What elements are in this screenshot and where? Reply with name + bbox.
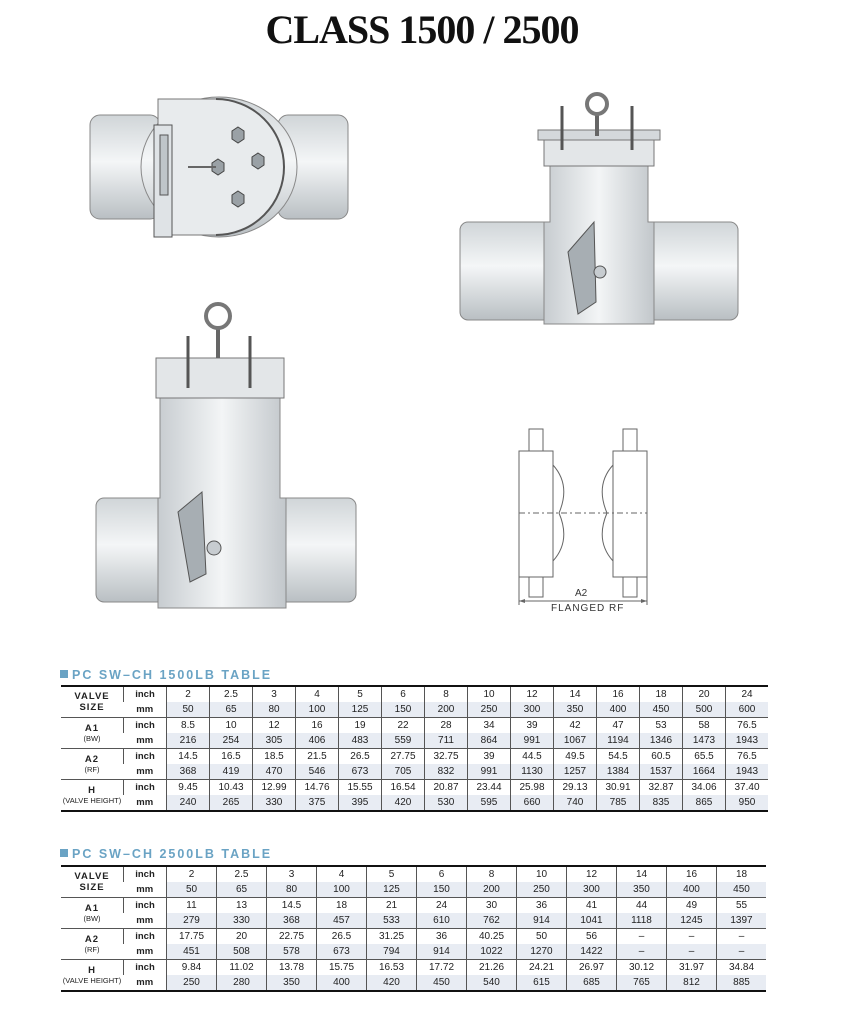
- table-cell: 419: [210, 764, 253, 780]
- unit-cell: inch: [124, 780, 167, 796]
- table-cell: 16: [296, 718, 339, 734]
- table-cell: 11: [167, 898, 217, 914]
- table-cell: 56: [567, 929, 617, 945]
- table-2500-title: PC SW–CH 2500LB TABLE: [60, 847, 272, 861]
- table-cell: 420: [382, 795, 425, 811]
- table-cell: 14: [554, 686, 597, 702]
- table-cell: 254: [210, 733, 253, 749]
- table-cell: 8: [467, 866, 517, 882]
- unit-cell: mm: [136, 735, 154, 746]
- table-cell: 885: [717, 975, 767, 991]
- table-cell: 28: [425, 718, 468, 734]
- table-cell: 1041: [567, 913, 617, 929]
- table-cell: 25.98: [511, 780, 554, 796]
- table-cell: 32.75: [425, 749, 468, 765]
- table-cell: 1664: [683, 764, 726, 780]
- table-cell: 30: [467, 898, 517, 914]
- table-cell: 711: [425, 733, 468, 749]
- table-cell: 19: [339, 718, 382, 734]
- unit-cell: mm: [136, 946, 154, 957]
- table-cell: 9.84: [167, 960, 217, 976]
- table-cell: 762: [467, 913, 517, 929]
- table-cell: 10: [468, 686, 511, 702]
- table-cell: 400: [317, 975, 367, 991]
- row-label: VALVE SIZE: [74, 691, 110, 713]
- table-cell: 740: [554, 795, 597, 811]
- table-cell: 865: [683, 795, 726, 811]
- table-cell: 20: [683, 686, 726, 702]
- table-cell: 34.06: [683, 780, 726, 796]
- table-row: [61, 944, 766, 960]
- valve-side-view-figure: [458, 92, 740, 342]
- table-cell: 65.5: [683, 749, 726, 765]
- table-cell: 80: [253, 702, 296, 718]
- table-row: [61, 795, 768, 811]
- table-cell: 44: [617, 898, 667, 914]
- table-cell: 375: [296, 795, 339, 811]
- table-cell: 2.5: [210, 686, 253, 702]
- table-cell: 76.5: [726, 718, 769, 734]
- table-row: [61, 913, 766, 929]
- unit-cell: inch: [124, 749, 167, 765]
- table-cell: 14.5: [267, 898, 317, 914]
- table-cell: 1257: [554, 764, 597, 780]
- table-cell: 470: [253, 764, 296, 780]
- table-cell: 2.5: [217, 866, 267, 882]
- table-cell: 914: [517, 913, 567, 929]
- table-row: [61, 960, 766, 976]
- table-cell: 457: [317, 913, 367, 929]
- table-cell: 615: [517, 975, 567, 991]
- table-cell: 200: [467, 882, 517, 898]
- table-cell: 200: [425, 702, 468, 718]
- table-cell: 18: [717, 866, 767, 882]
- table-cell: 26.5: [317, 929, 367, 945]
- table-cell: 305: [253, 733, 296, 749]
- table-cell: 31.25: [367, 929, 417, 945]
- table-cell: 50: [167, 702, 210, 718]
- table-cell: 42: [554, 718, 597, 734]
- table-cell: 1130: [511, 764, 554, 780]
- table-cell: 37.40: [726, 780, 769, 796]
- table-cell: 34: [468, 718, 511, 734]
- row-label: A1 (BW): [61, 898, 124, 929]
- table-cell: 794: [367, 944, 417, 960]
- table-row: [61, 764, 768, 780]
- table-cell: 60.5: [640, 749, 683, 765]
- table-cell: 20.87: [425, 780, 468, 796]
- unit-cell: mm: [136, 766, 154, 777]
- table-cell: 17.72: [417, 960, 467, 976]
- table-cell: 368: [267, 913, 317, 929]
- table-cell: 406: [296, 733, 339, 749]
- table-cell: 50: [517, 929, 567, 945]
- table-cell: 1473: [683, 733, 726, 749]
- table-cell: 395: [339, 795, 382, 811]
- table-cell: –: [667, 929, 717, 945]
- table-cell: 1943: [726, 733, 769, 749]
- table-cell: 10: [517, 866, 567, 882]
- table-cell: 23.44: [468, 780, 511, 796]
- table-cell: 508: [217, 944, 267, 960]
- dimension-label-a2: A2: [575, 588, 588, 599]
- table-cell: 685: [567, 975, 617, 991]
- unit-cell: mm: [136, 704, 154, 715]
- table-cell: 53: [640, 718, 683, 734]
- table-cell: 8.5: [167, 718, 210, 734]
- flanged-rf-caption: FLANGED RF: [551, 603, 625, 614]
- table-cell: 673: [317, 944, 367, 960]
- table-cell: 24: [726, 686, 769, 702]
- table-cell: 250: [517, 882, 567, 898]
- table-cell: 1397: [717, 913, 767, 929]
- table-cell: 21.5: [296, 749, 339, 765]
- unit-cell: mm: [136, 884, 154, 895]
- table-cell: 5: [339, 686, 382, 702]
- table-cell: –: [667, 944, 717, 960]
- table-cell: 14: [617, 866, 667, 882]
- table-cell: 610: [417, 913, 467, 929]
- table-cell: 3: [253, 686, 296, 702]
- table-cell: 660: [511, 795, 554, 811]
- table-cell: 330: [253, 795, 296, 811]
- table-row: [61, 686, 768, 702]
- table-cell: 785: [597, 795, 640, 811]
- table-cell: –: [717, 944, 767, 960]
- table-cell: 26.5: [339, 749, 382, 765]
- table-cell: 65: [217, 882, 267, 898]
- table-row: [61, 866, 766, 882]
- table-row: [61, 975, 766, 991]
- table-row: [61, 882, 766, 898]
- table-cell: 49.5: [554, 749, 597, 765]
- table-cell: 400: [597, 702, 640, 718]
- table-cell: 9.45: [167, 780, 210, 796]
- table-cell: 533: [367, 913, 417, 929]
- unit-cell: inch: [124, 686, 167, 702]
- table-cell: 80: [267, 882, 317, 898]
- spec-table-2500lb: [61, 865, 766, 992]
- table-cell: 30.12: [617, 960, 667, 976]
- row-label: H (VALVE HEIGHT): [61, 780, 124, 812]
- table-cell: 12: [567, 866, 617, 882]
- table-cell: 16.5: [210, 749, 253, 765]
- table-cell: 2: [167, 866, 217, 882]
- unit-cell: mm: [136, 977, 154, 988]
- table-cell: 13.78: [267, 960, 317, 976]
- table-cell: 991: [511, 733, 554, 749]
- table-cell: 8: [425, 686, 468, 702]
- spec-table-1500lb: [61, 685, 768, 812]
- table-cell: 50: [167, 882, 217, 898]
- table-cell: 150: [382, 702, 425, 718]
- table-row: [61, 780, 768, 796]
- flanged-rf-diagram: [515, 425, 655, 615]
- table-cell: 250: [468, 702, 511, 718]
- table-cell: 330: [217, 913, 267, 929]
- table-cell: 18: [317, 898, 367, 914]
- table-cell: 350: [617, 882, 667, 898]
- table-cell: 450: [640, 702, 683, 718]
- table-cell: 24: [417, 898, 467, 914]
- table-cell: 559: [382, 733, 425, 749]
- table-cell: 1194: [597, 733, 640, 749]
- table-cell: 150: [417, 882, 467, 898]
- valve-section-view-figure: [94, 298, 358, 620]
- row-label: VALVE SIZE: [74, 871, 110, 893]
- table-cell: 540: [467, 975, 517, 991]
- unit-cell: inch: [124, 929, 167, 945]
- table-cell: 991: [468, 764, 511, 780]
- table-cell: 12.99: [253, 780, 296, 796]
- unit-cell: inch: [124, 898, 167, 914]
- table-cell: 13: [217, 898, 267, 914]
- table-cell: 22: [382, 718, 425, 734]
- table-cell: 100: [317, 882, 367, 898]
- table-cell: 16.53: [367, 960, 417, 976]
- unit-cell: inch: [124, 960, 167, 976]
- table-cell: 29.13: [554, 780, 597, 796]
- table-cell: 39: [511, 718, 554, 734]
- table-cell: 832: [425, 764, 468, 780]
- table-cell: 15.55: [339, 780, 382, 796]
- table-cell: 450: [717, 882, 767, 898]
- table-cell: 368: [167, 764, 210, 780]
- table-cell: 3: [267, 866, 317, 882]
- table-1500-title: PC SW–CH 1500LB TABLE: [60, 668, 272, 682]
- table-cell: 12: [253, 718, 296, 734]
- table-cell: 32.87: [640, 780, 683, 796]
- table-cell: 350: [554, 702, 597, 718]
- table-cell: 1022: [467, 944, 517, 960]
- table-cell: 12: [511, 686, 554, 702]
- table-cell: 530: [425, 795, 468, 811]
- table-row: [61, 749, 768, 765]
- table-cell: 36: [517, 898, 567, 914]
- table-cell: 6: [417, 866, 467, 882]
- table-cell: 31.97: [667, 960, 717, 976]
- table-cell: 30.91: [597, 780, 640, 796]
- table-cell: 1943: [726, 764, 769, 780]
- valve-top-view-figure: [88, 95, 350, 245]
- table-cell: 4: [296, 686, 339, 702]
- table-row: [61, 718, 768, 734]
- table-cell: 6: [382, 686, 425, 702]
- table-cell: 22.75: [267, 929, 317, 945]
- table-cell: 65: [210, 702, 253, 718]
- table-cell: 15.75: [317, 960, 367, 976]
- table-cell: 300: [511, 702, 554, 718]
- table-cell: 49: [667, 898, 717, 914]
- table-cell: 18.5: [253, 749, 296, 765]
- table-cell: 835: [640, 795, 683, 811]
- table-cell: 279: [167, 913, 217, 929]
- unit-cell: mm: [136, 915, 154, 926]
- table-cell: 864: [468, 733, 511, 749]
- table-cell: 125: [339, 702, 382, 718]
- table-cell: 578: [267, 944, 317, 960]
- table-cell: 16: [667, 866, 717, 882]
- table-cell: 24.21: [517, 960, 567, 976]
- table-cell: 216: [167, 733, 210, 749]
- table-cell: 10: [210, 718, 253, 734]
- table-cell: 10.43: [210, 780, 253, 796]
- table-cell: 17.75: [167, 929, 217, 945]
- table-cell: 1384: [597, 764, 640, 780]
- unit-cell: inch: [124, 718, 167, 734]
- page-title: CLASS 1500 / 2500: [265, 7, 579, 52]
- unit-cell: mm: [136, 797, 154, 808]
- table-cell: 240: [167, 795, 210, 811]
- table-cell: 500: [683, 702, 726, 718]
- table-cell: 673: [339, 764, 382, 780]
- table-cell: 450: [417, 975, 467, 991]
- table-cell: 1245: [667, 913, 717, 929]
- table-cell: 1346: [640, 733, 683, 749]
- table-cell: 58: [683, 718, 726, 734]
- table-cell: –: [617, 929, 667, 945]
- table-cell: 26.97: [567, 960, 617, 976]
- row-label: H (VALVE HEIGHT): [61, 960, 124, 992]
- table-cell: 20: [217, 929, 267, 945]
- table-cell: –: [617, 944, 667, 960]
- table-cell: 54.5: [597, 749, 640, 765]
- table-cell: 300: [567, 882, 617, 898]
- table-row: [61, 898, 766, 914]
- table-cell: 765: [617, 975, 667, 991]
- table-cell: –: [717, 929, 767, 945]
- table-cell: 18: [640, 686, 683, 702]
- table-cell: 11.02: [217, 960, 267, 976]
- table-cell: 812: [667, 975, 717, 991]
- table-cell: 27.75: [382, 749, 425, 765]
- table-cell: 47: [597, 718, 640, 734]
- table-cell: 250: [167, 975, 217, 991]
- table-cell: 4: [317, 866, 367, 882]
- table-cell: 34.84: [717, 960, 767, 976]
- table-cell: 36: [417, 929, 467, 945]
- table-cell: 546: [296, 764, 339, 780]
- row-label: A1 (BW): [61, 718, 124, 749]
- table-row: [61, 929, 766, 945]
- table-cell: 1270: [517, 944, 567, 960]
- bullet-square-icon: [60, 849, 68, 857]
- table-cell: 41: [567, 898, 617, 914]
- bullet-square-icon: [60, 670, 68, 678]
- table-cell: 265: [210, 795, 253, 811]
- table-cell: 451: [167, 944, 217, 960]
- table-cell: 100: [296, 702, 339, 718]
- table-cell: 400: [667, 882, 717, 898]
- table-cell: 1118: [617, 913, 667, 929]
- table-cell: 14.76: [296, 780, 339, 796]
- table-cell: 280: [217, 975, 267, 991]
- table-cell: 1537: [640, 764, 683, 780]
- table-cell: 39: [468, 749, 511, 765]
- table-cell: 16.54: [382, 780, 425, 796]
- table-cell: 595: [468, 795, 511, 811]
- table-cell: 21.26: [467, 960, 517, 976]
- table-row: [61, 702, 768, 718]
- table-cell: 420: [367, 975, 417, 991]
- table-cell: 600: [726, 702, 769, 718]
- table-cell: 950: [726, 795, 769, 811]
- table-cell: 16: [597, 686, 640, 702]
- table-cell: 2: [167, 686, 210, 702]
- table-row: [61, 733, 768, 749]
- table-cell: 76.5: [726, 749, 769, 765]
- table-cell: 40.25: [467, 929, 517, 945]
- table-cell: 14.5: [167, 749, 210, 765]
- table-cell: 55: [717, 898, 767, 914]
- table-cell: 705: [382, 764, 425, 780]
- table-cell: 21: [367, 898, 417, 914]
- table-cell: 44.5: [511, 749, 554, 765]
- row-label: A2 (RF): [61, 749, 124, 780]
- table-cell: 350: [267, 975, 317, 991]
- table-cell: 5: [367, 866, 417, 882]
- unit-cell: inch: [124, 866, 167, 882]
- table-cell: 1067: [554, 733, 597, 749]
- table-cell: 914: [417, 944, 467, 960]
- table-cell: 483: [339, 733, 382, 749]
- table-cell: 125: [367, 882, 417, 898]
- table-cell: 1422: [567, 944, 617, 960]
- row-label: A2 (RF): [61, 929, 124, 960]
